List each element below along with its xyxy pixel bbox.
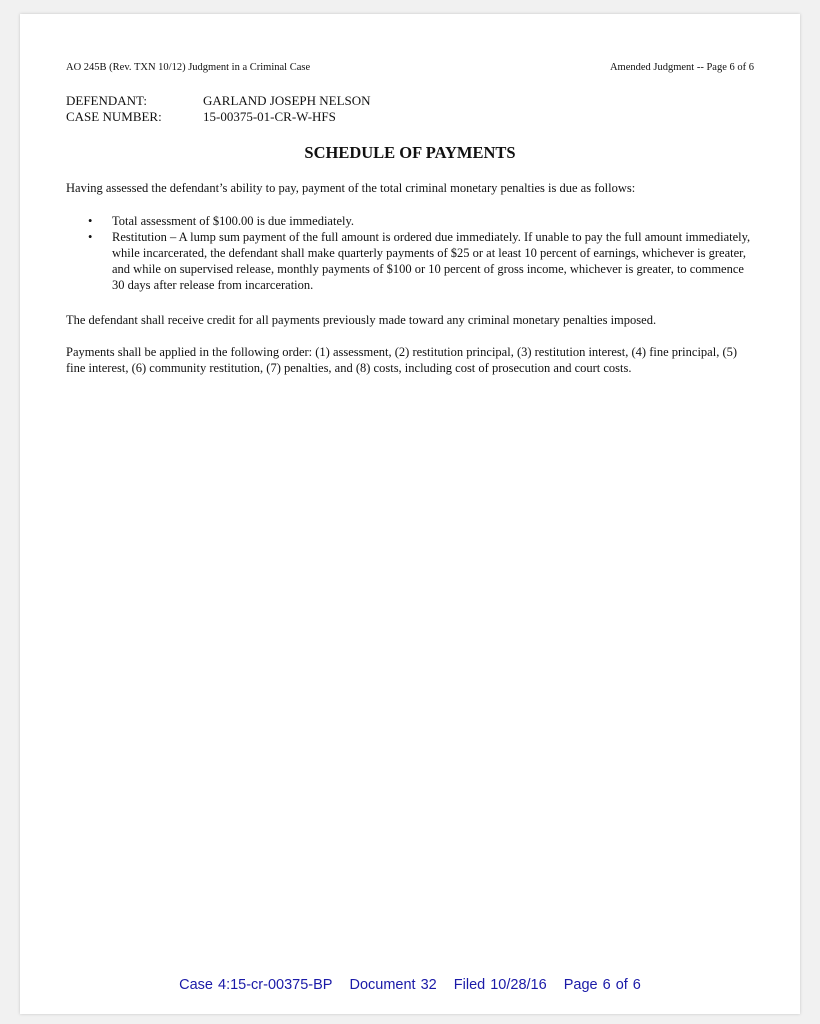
payment-bullets <box>66 213 756 293</box>
footer-page: Page 6 of 6 <box>563 977 641 993</box>
credit-paragraph: The defendant shall receive credit for all payments previously made toward any criminal monetary penalties imposed. <box>66 313 657 327</box>
case-number-value: 15-00375-01-CR-W-HFS <box>203 109 336 124</box>
footer-filed: Filed 10/28/16 <box>453 977 547 993</box>
filing-footer <box>20 977 800 993</box>
document-page <box>20 14 800 1014</box>
footer-document: Document 32 <box>349 977 437 993</box>
page-header: Amended Judgment -- Page 6 of 6 <box>609 62 754 73</box>
case-number-row <box>66 109 336 125</box>
bullet-icon: • <box>88 230 93 244</box>
form-header: AO 245B (Rev. TXN 10/12) Judgment in a Criminal Case <box>66 62 311 73</box>
bullet-item <box>66 213 756 229</box>
bullet-item <box>66 229 756 293</box>
defendant-row <box>66 93 371 109</box>
defendant-value: GARLAND JOSEPH NELSON <box>203 93 371 108</box>
bullet-text-restitution: Restitution – A lump sum payment of the full amount is ordered due immediately. If unable to pay the full amount immediately, while incarcerated, the defendant shall make quarterly payments of $25 or at least 10 percent of earnings, whichever is greater, and while on supervised release, monthly payments of $100 or 10 percent of gross income, whichever is greater, to commence 30 days after release from incarceration. <box>112 230 751 292</box>
case-number-label: CASE NUMBER: <box>66 109 162 124</box>
order-paragraph: Payments shall be applied in the following order: (1) assessment, (2) restitution principal, (3) restitution interest, (4) fine principal, (5) fine interest, (6) community restitution, (7) penalties, and (8) costs, including cost of prosecution and court costs. <box>66 345 738 375</box>
footer-case: Case 4:15-cr-00375-BP <box>179 977 333 993</box>
bullet-text-assessment: Total assessment of $100.00 is due immediately. <box>112 214 355 228</box>
section-title: SCHEDULE OF PAYMENTS <box>304 143 516 162</box>
defendant-label: DEFENDANT: <box>66 93 147 108</box>
bullet-icon: • <box>88 214 93 228</box>
intro-paragraph: Having assessed the defendant’s ability to pay, payment of the total criminal monetary penalties is due as follows: <box>66 181 636 195</box>
